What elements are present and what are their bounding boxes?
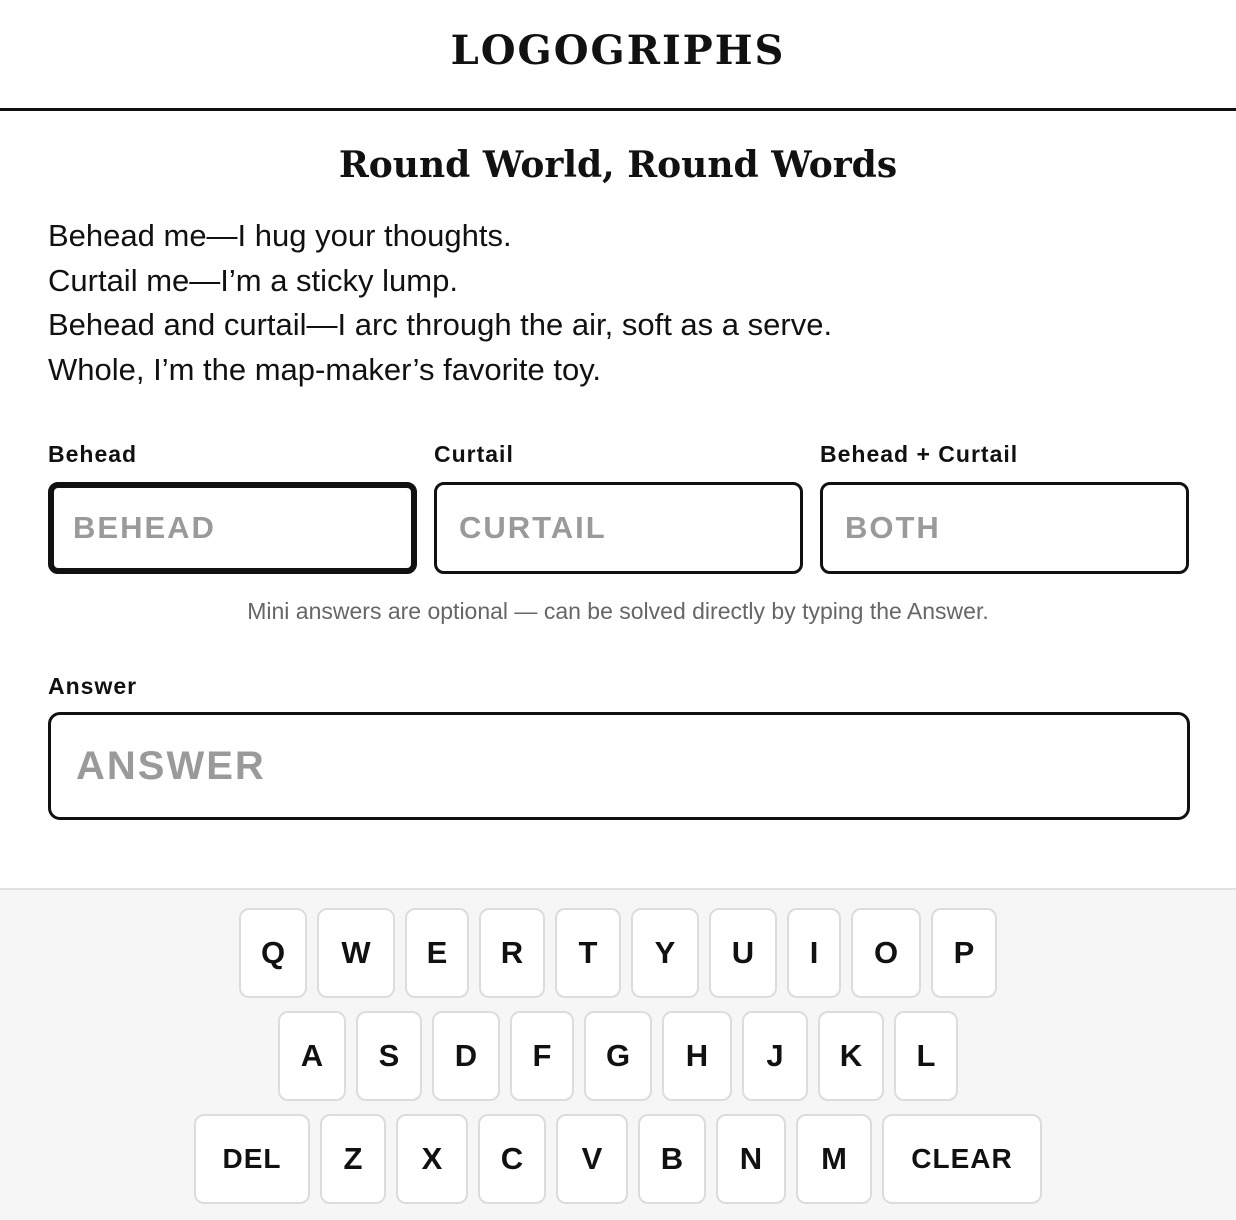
curtail-input[interactable] [434,482,803,574]
key-c[interactable]: C [478,1114,546,1204]
keyboard-row-1 [0,908,1236,998]
puzzle-title: Round World, Round Words [338,144,898,186]
key-g[interactable]: G [584,1011,652,1101]
key-f[interactable]: F [510,1011,574,1101]
answer-group [48,668,1190,820]
behead-group [48,438,417,574]
key-v[interactable]: V [556,1114,628,1204]
key-e[interactable]: E [405,908,469,998]
key-n[interactable]: N [716,1114,786,1204]
hint-text: Mini answers are optional — can be solved directly by typing the Answer. [247,598,989,624]
key-w[interactable]: W [317,908,395,998]
on-screen-keyboard [0,888,1236,1220]
riddle-line: Behead and curtail—I arc through the air, soft as a serve. [48,307,833,343]
curtail-group [434,438,803,574]
key-a[interactable]: A [278,1011,346,1101]
mini-answers [48,438,1190,574]
riddle-text [48,214,832,393]
answer-input[interactable] [48,712,1190,820]
answer-label: Answer [48,673,138,699]
clear-key[interactable]: CLEAR [882,1114,1042,1204]
key-z[interactable]: Z [320,1114,386,1204]
key-q[interactable]: Q [239,908,307,998]
key-y[interactable]: Y [631,908,699,998]
key-o[interactable]: O [851,908,921,998]
key-i[interactable]: I [787,908,841,998]
key-h[interactable]: H [662,1011,732,1101]
riddle-line: Behead me—I hug your thoughts. [48,218,512,253]
key-k[interactable]: K [818,1011,884,1101]
both-input[interactable] [820,482,1189,574]
keyboard-row-2 [0,1011,1236,1101]
riddle-line: Curtail me—I’m a sticky lump. [48,262,458,298]
key-x[interactable]: X [396,1114,468,1204]
key-d[interactable]: D [432,1011,500,1101]
behead-input[interactable] [48,482,417,574]
behead-label: Behead [48,441,138,467]
key-j[interactable]: J [742,1011,808,1101]
keyboard-row-3 [0,1114,1236,1204]
riddle-line: Whole, I’m the map-maker’s favorite toy. [48,352,602,388]
app-header [0,0,1236,111]
app-title: LOGOGRIPHS [450,26,786,74]
delete-key[interactable]: DEL [194,1114,310,1204]
key-l[interactable]: L [894,1011,958,1101]
curtail-label: Curtail [434,441,514,467]
key-u[interactable]: U [709,908,777,998]
key-t[interactable]: T [555,908,621,998]
key-r[interactable]: R [479,908,545,998]
key-m[interactable]: M [796,1114,872,1204]
key-b[interactable]: B [638,1114,706,1204]
both-label: Behead + Curtail [820,441,1019,467]
key-p[interactable]: P [931,908,997,998]
key-s[interactable]: S [356,1011,422,1101]
both-group [820,438,1189,574]
